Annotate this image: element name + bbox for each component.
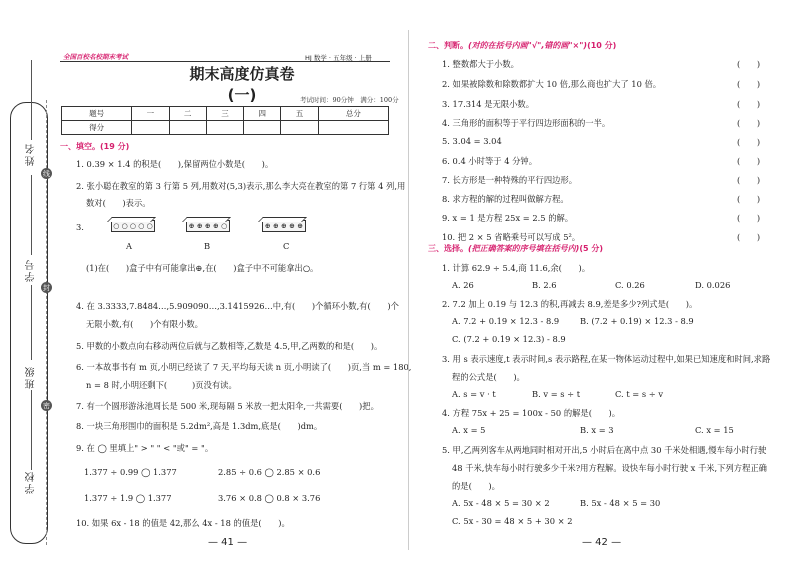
choice-option: C. t = s ÷ v bbox=[615, 389, 664, 399]
choice-option: C. x = 15 bbox=[695, 425, 734, 435]
compare-item: 1.377 ÷ 1.9 ◯ 1.377 bbox=[84, 493, 172, 503]
header-rule bbox=[60, 61, 390, 62]
question-cont: 数对( )表示。 bbox=[86, 198, 151, 208]
page-number-right: — 42 — bbox=[582, 537, 622, 548]
exam-meta: 考试时间：90分钟 满分：100分 bbox=[300, 96, 399, 104]
question-cont: 无限小数,有( )个有限小数。 bbox=[86, 319, 203, 329]
choice-option: C. 5x - 30 = 48 × 5 + 30 × 2 bbox=[452, 516, 573, 526]
answer-paren[interactable]: ( ) bbox=[737, 175, 761, 185]
class-blank bbox=[31, 285, 32, 360]
seal-mark-line: 线 bbox=[43, 169, 50, 178]
page-number-left: — 41 — bbox=[208, 537, 248, 548]
answer-paren[interactable]: ( ) bbox=[737, 232, 761, 242]
choice-question: 2. 7.2 加上 0.19 与 12.3 的积,再减去 8.9,差是多少?列式是( )。 bbox=[442, 299, 698, 309]
question: 9. 在 ◯ 里填上" > " " < "或" = "。 bbox=[76, 443, 214, 453]
box-c-items: ⊕ ⊕ ⊕ ⊕ ⊕ bbox=[264, 222, 304, 230]
seal-mark-seal: 封 bbox=[43, 283, 50, 292]
question: 6. 一本故事书有 m 页,小明已经读了 7 天,平均每天读 n 页,小明读了( )页,当 m = 180, bbox=[76, 362, 412, 372]
answer-paren[interactable]: ( ) bbox=[737, 99, 761, 109]
choice-option: C. (7.2 + 0.19 × 12.3) - 8.9 bbox=[452, 334, 566, 344]
score-table-cell: 二 bbox=[169, 107, 206, 121]
judge-item: 10. 把 2 × 5 省略乘号可以写成 5²。 bbox=[442, 232, 581, 242]
judge-item: 8. 求方程的解的过程叫做解方程。 bbox=[442, 194, 569, 204]
section-fill-blank: 一、填空。(19 分) bbox=[60, 142, 130, 151]
answer-paren[interactable]: ( ) bbox=[737, 79, 761, 89]
choice-question: 4. 方程 75x + 25 = 100x - 50 的解是( )。 bbox=[442, 408, 621, 418]
exam-series-tag: 全国百校名校期末考试 bbox=[63, 53, 128, 61]
box-b-items: ⊕ ⊕ ⊕ ⊕ ○ bbox=[188, 222, 228, 230]
exam-title: 期末高度仿真卷(一) bbox=[189, 65, 295, 104]
choice-option: A. x = 5 bbox=[452, 425, 486, 435]
question-sub: (1)在( )盒子中有可能拿出⊕,在( )盒子中不可能拿出○。 bbox=[86, 263, 319, 273]
id-blank bbox=[31, 175, 32, 255]
question: 3. bbox=[76, 222, 84, 232]
question: 7. 有一个圆形游泳池周长是 500 米,现每隔 5 米放一把太阳伞,一共需要( )把。 bbox=[76, 401, 379, 411]
choice-option: B. x = 3 bbox=[580, 425, 614, 435]
box-a-label: A bbox=[126, 241, 132, 251]
question-cont: n = 8 时,小明还剩下( )页没有读。 bbox=[86, 380, 237, 390]
question: 4. 在 3.3333,7.8484…,5.909090…,3.1415926…中,有( )个循环小数,有( )个 bbox=[76, 301, 399, 311]
judge-item: 7. 长方形是一种特殊的平行四边形。 bbox=[442, 175, 578, 185]
score-table-cell: 五 bbox=[281, 107, 318, 121]
name-blank bbox=[31, 60, 32, 140]
compare-item: 2.85 ÷ 0.6 ◯ 2.85 × 0.6 bbox=[218, 467, 321, 477]
compare-item: 3.76 × 0.8 ◯ 0.8 × 3.76 bbox=[218, 493, 321, 503]
choice-option: B. (7.2 + 0.19) × 12.3 - 8.9 bbox=[580, 316, 694, 326]
score-entry[interactable] bbox=[206, 121, 243, 135]
choice-option: B. 5x - 48 × 5 = 30 bbox=[580, 498, 661, 508]
box-b-label: B bbox=[204, 241, 211, 251]
box-a bbox=[111, 220, 155, 232]
question: 10. 如果 6x - 18 的值是 42,那么 4x - 18 的值是( )。 bbox=[76, 518, 290, 528]
section-choice-title: 三、选择。 bbox=[428, 244, 468, 253]
name-label: 姓名 bbox=[26, 142, 37, 166]
judge-item: 5. 3.04 = 3.04 bbox=[442, 136, 502, 146]
choice-option: A. s = v · t bbox=[452, 389, 496, 399]
judge-item: 4. 三角形的面积等于平行四边形面积的一半。 bbox=[442, 118, 611, 128]
section-judge bbox=[428, 40, 616, 51]
answer-paren[interactable]: ( ) bbox=[737, 156, 761, 166]
question: 2. 张小聪在教室的第 3 行第 5 列,用数对(5,3)表示,那么李大亮在教室的第 7 行第 4 列,用 bbox=[76, 181, 406, 191]
score-table-cell: 总分 bbox=[318, 107, 388, 121]
box-a-items: ○ ○ ○ ○ ○ bbox=[113, 222, 153, 230]
school-blank bbox=[31, 390, 32, 470]
subject-info: HJ 数学 · 五年级 · 上册 bbox=[305, 54, 372, 62]
choice-question-cont: 的是( )。 bbox=[452, 481, 500, 491]
score-table-cell: 题号 bbox=[62, 107, 132, 121]
choice-option: C. 0.26 bbox=[615, 280, 645, 290]
choice-option: A. 7.2 + 0.19 × 12.3 - 8.9 bbox=[452, 316, 560, 326]
score-entry[interactable] bbox=[318, 121, 388, 135]
section-choice-points: (5 分) bbox=[579, 244, 603, 253]
answer-paren[interactable]: ( ) bbox=[737, 118, 761, 128]
section-choice bbox=[428, 243, 603, 254]
section-judge-title: 二、判断。 bbox=[428, 41, 468, 50]
choice-question: 3. 用 s 表示速度,t 表示时间,s 表示路程,在某一物体运动过程中,如果已知速度和时间,求路 bbox=[442, 354, 771, 364]
score-table-cell: 得分 bbox=[62, 121, 132, 135]
score-entry[interactable] bbox=[169, 121, 206, 135]
judge-item: 1. 整数都大于小数。 bbox=[442, 59, 519, 69]
box-b bbox=[186, 220, 230, 232]
seal-mark-secret: 密 bbox=[43, 401, 50, 410]
score-entry[interactable] bbox=[281, 121, 318, 135]
judge-item: 9. x = 1 是方程 25x = 2.5 的解。 bbox=[442, 213, 574, 223]
judge-item: 2. 如果被除数和除数都扩大 10 倍,那么商也扩大了 10 倍。 bbox=[442, 79, 662, 89]
question: 1. 0.39 × 1.4 的积是( ),保留两位小数是( )。 bbox=[76, 159, 274, 169]
box-c-label: C bbox=[283, 241, 290, 251]
question: 5. 甲数的小数点向右移动两位后就与乙数相等,乙数是 4.5,甲,乙两数的和是( )。 bbox=[76, 341, 383, 351]
choice-question: 5. 甲,乙两列客车从两地同时相对开出,5 小时后在离中点 30 千米处相遇,慢车每小时行驶 bbox=[442, 445, 767, 455]
cut-line bbox=[46, 100, 47, 545]
choice-question: 1. 计算 62.9 ÷ 5.4,商 11.6,余( )。 bbox=[442, 263, 591, 273]
page-divider bbox=[408, 30, 409, 550]
judge-item: 3. 17.314 是无限小数。 bbox=[442, 99, 535, 109]
answer-paren[interactable]: ( ) bbox=[737, 137, 761, 147]
score-table-cell: 一 bbox=[132, 107, 169, 121]
section-judge-instructions: (对的在括号内画"√",错的画"×") bbox=[468, 41, 588, 50]
choice-option: D. 0.026 bbox=[695, 280, 731, 290]
answer-paren[interactable]: ( ) bbox=[737, 59, 761, 69]
school-label: 学校 bbox=[26, 470, 37, 494]
score-table-cell: 四 bbox=[244, 107, 281, 121]
choice-option: B. v = s ÷ t bbox=[532, 389, 581, 399]
score-table bbox=[61, 106, 389, 135]
choice-option: A. 26 bbox=[452, 280, 474, 290]
compare-item: 1.377 ÷ 0.99 ◯ 1.377 bbox=[84, 467, 177, 477]
score-table-cell: 三 bbox=[206, 107, 243, 121]
choice-option: B. 2.6 bbox=[532, 280, 557, 290]
score-entry[interactable] bbox=[244, 121, 281, 135]
choice-question-cont: 48 千米,快车每小时行驶多少千米?用方程解。设快车每小时行驶 x 千米,下列方程正确 bbox=[452, 463, 767, 473]
class-label: 班级 bbox=[26, 365, 37, 389]
answer-paren[interactable]: ( ) bbox=[737, 194, 761, 204]
answer-paren[interactable]: ( ) bbox=[737, 213, 761, 223]
question: 8. 一块三角形围巾的面积是 5.2dm²,高是 1.3dm,底是( )dm。 bbox=[76, 421, 323, 431]
judge-item: 6. 0.4 小时等于 4 分钟。 bbox=[442, 156, 538, 166]
box-c bbox=[262, 220, 306, 232]
section-judge-points: (10 分) bbox=[587, 41, 617, 50]
score-entry[interactable] bbox=[132, 121, 169, 135]
student-id-label: 学号 bbox=[26, 258, 37, 282]
choice-question-cont: 程的公式是( )。 bbox=[452, 372, 525, 382]
choice-option: A. 5x - 48 × 5 = 30 × 2 bbox=[452, 498, 550, 508]
section-choice-instructions: (把正确答案的序号填在括号内) bbox=[468, 244, 580, 253]
